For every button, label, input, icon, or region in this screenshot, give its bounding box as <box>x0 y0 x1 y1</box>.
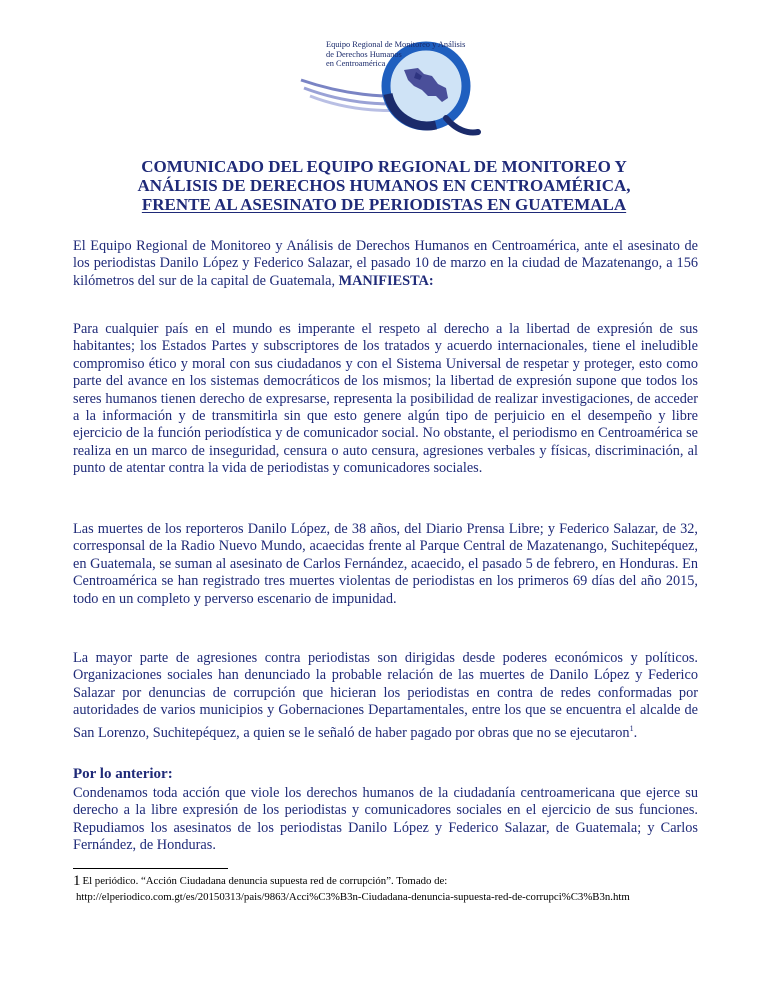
section-heading: Por lo anterior: <box>73 766 173 782</box>
title-line-3-text: FRENTE AL ASESINATO DE PERIODISTAS EN GUATEMALA <box>141 195 627 214</box>
footnote-number: 1 <box>73 873 81 889</box>
footnote <box>73 873 673 905</box>
footnote-divider <box>73 868 228 869</box>
title-line-2: ANÁLISIS DE DERECHOS HUMANOS EN CENTROAMÉRICA, <box>137 176 631 195</box>
intro-paragraph <box>73 238 698 290</box>
footnote-text: El periódico. “Acción Ciudadana denuncia supuesta red de corrupción”. Tomado de: <box>82 875 448 887</box>
aggressions-paragraph <box>73 650 698 742</box>
aggressions-text: La mayor parte de agresiones contra periodistas son dirigidas desde poderes económicos y políticos. Organizaciones sociales han denunciado la probable relación de las muertes de Danilo López y Federico Salazar por denuncias de corrupción que hicieran los periodistas en contra de redes conformadas por autoridades de varios municipios y Gobernaciones Departamentales, entre los que se encuentra el alcalde de San Lorenzo, Suchitepéquez, a quien se le señaló de haber pagado por obras que no se ejecutaron <box>73 650 698 741</box>
footnote-link[interactable]: http://elperiodico.com.gt/es/20150313/pais/9863/Acci%C3%B3n-Ciudadana-denuncia-supuesta-red-de-corrupci%C3%B3n.htm <box>76 891 630 903</box>
condemnation-paragraph: Condenamos toda acción que viole los derechos humanos de la ciudadanía centroamericana que ejerce su derecho a la libre expresión de los periodistas y comunicadores sociales en el ejercicio de sus funciones. Repudiamos los asesinatos de los periodistas Danilo López y Federico Salazar, de Guatemala; y Carlos Fernández, de Honduras. <box>73 785 698 854</box>
aggressions-end: . <box>633 724 638 741</box>
deaths-paragraph: Las muertes de los reporteros Danilo López, de 38 años, del Diario Prensa Libre; y Federico Salazar, de 32, corresponsal de la Radio Nuevo Mundo, acaecidas frente al Parque Central de Mazatenango, Suchitepéquez, en Guatemala, se suman al asesinato de Carlos Fernández, acaecido, el pasado 5 de febrero, en Honduras. En Centroamérica se han registrado tres muertes violentas de periodistas en los primeros 69 días del año 2015, todo en un completo y perverso escenario de impunidad. <box>73 521 698 607</box>
logo-text: Equipo Regional de Monitoreo y Análisis de Derechos Humanos en Centroamérica <box>326 40 466 68</box>
freedom-paragraph: Para cualquier país en el mundo es imperante el respeto al derecho a la libertad de expresión de sus habitantes; los Estados Partes y subscriptores de los tratados y acuerdo internacionales, tiene el ineludible compromiso ético y moral con sus ciudadanos y con el Sistema Universal de respetar y proteger, esto como parte del avance en los sistemas democráticos de los mismos; la libertad de expresión supone que todos los seres humanos tienen derecho de expresarse, representa la posibilidad de realizar investigaciones, de acceder a la información y de transmitirla sin que esto genere algún tipo de perjuicio en el desempeño y libre ejercicio de la función periodística y de comunicador social. No obstante, el periodismo en Centroamérica se realiza en un marco de inseguridad, censura o auto censura, agresiones verbales y físicas, discriminación, al punto de atentar contra la vida de periodistas y comunicadores sociales. <box>73 321 698 477</box>
footnote-reference[interactable]: 1 <box>629 723 634 733</box>
document-title <box>70 157 698 214</box>
manifiesta-label: MANIFIESTA: <box>338 272 434 289</box>
intro-text: El Equipo Regional de Monitoreo y Análisis de Derechos Humanos en Centroamérica, ante el asesinato de los periodistas Danilo López y Federico Salazar, el pasado 10 de marzo en la ciudad de Mazatenango, a 156 kilómetros del sur de la capital de Guatemala, <box>73 238 698 289</box>
title-line-3 <box>70 195 698 214</box>
organization-logo <box>296 22 486 140</box>
title-line-1: COMUNICADO DEL EQUIPO REGIONAL DE MONITOREO Y <box>141 157 627 176</box>
